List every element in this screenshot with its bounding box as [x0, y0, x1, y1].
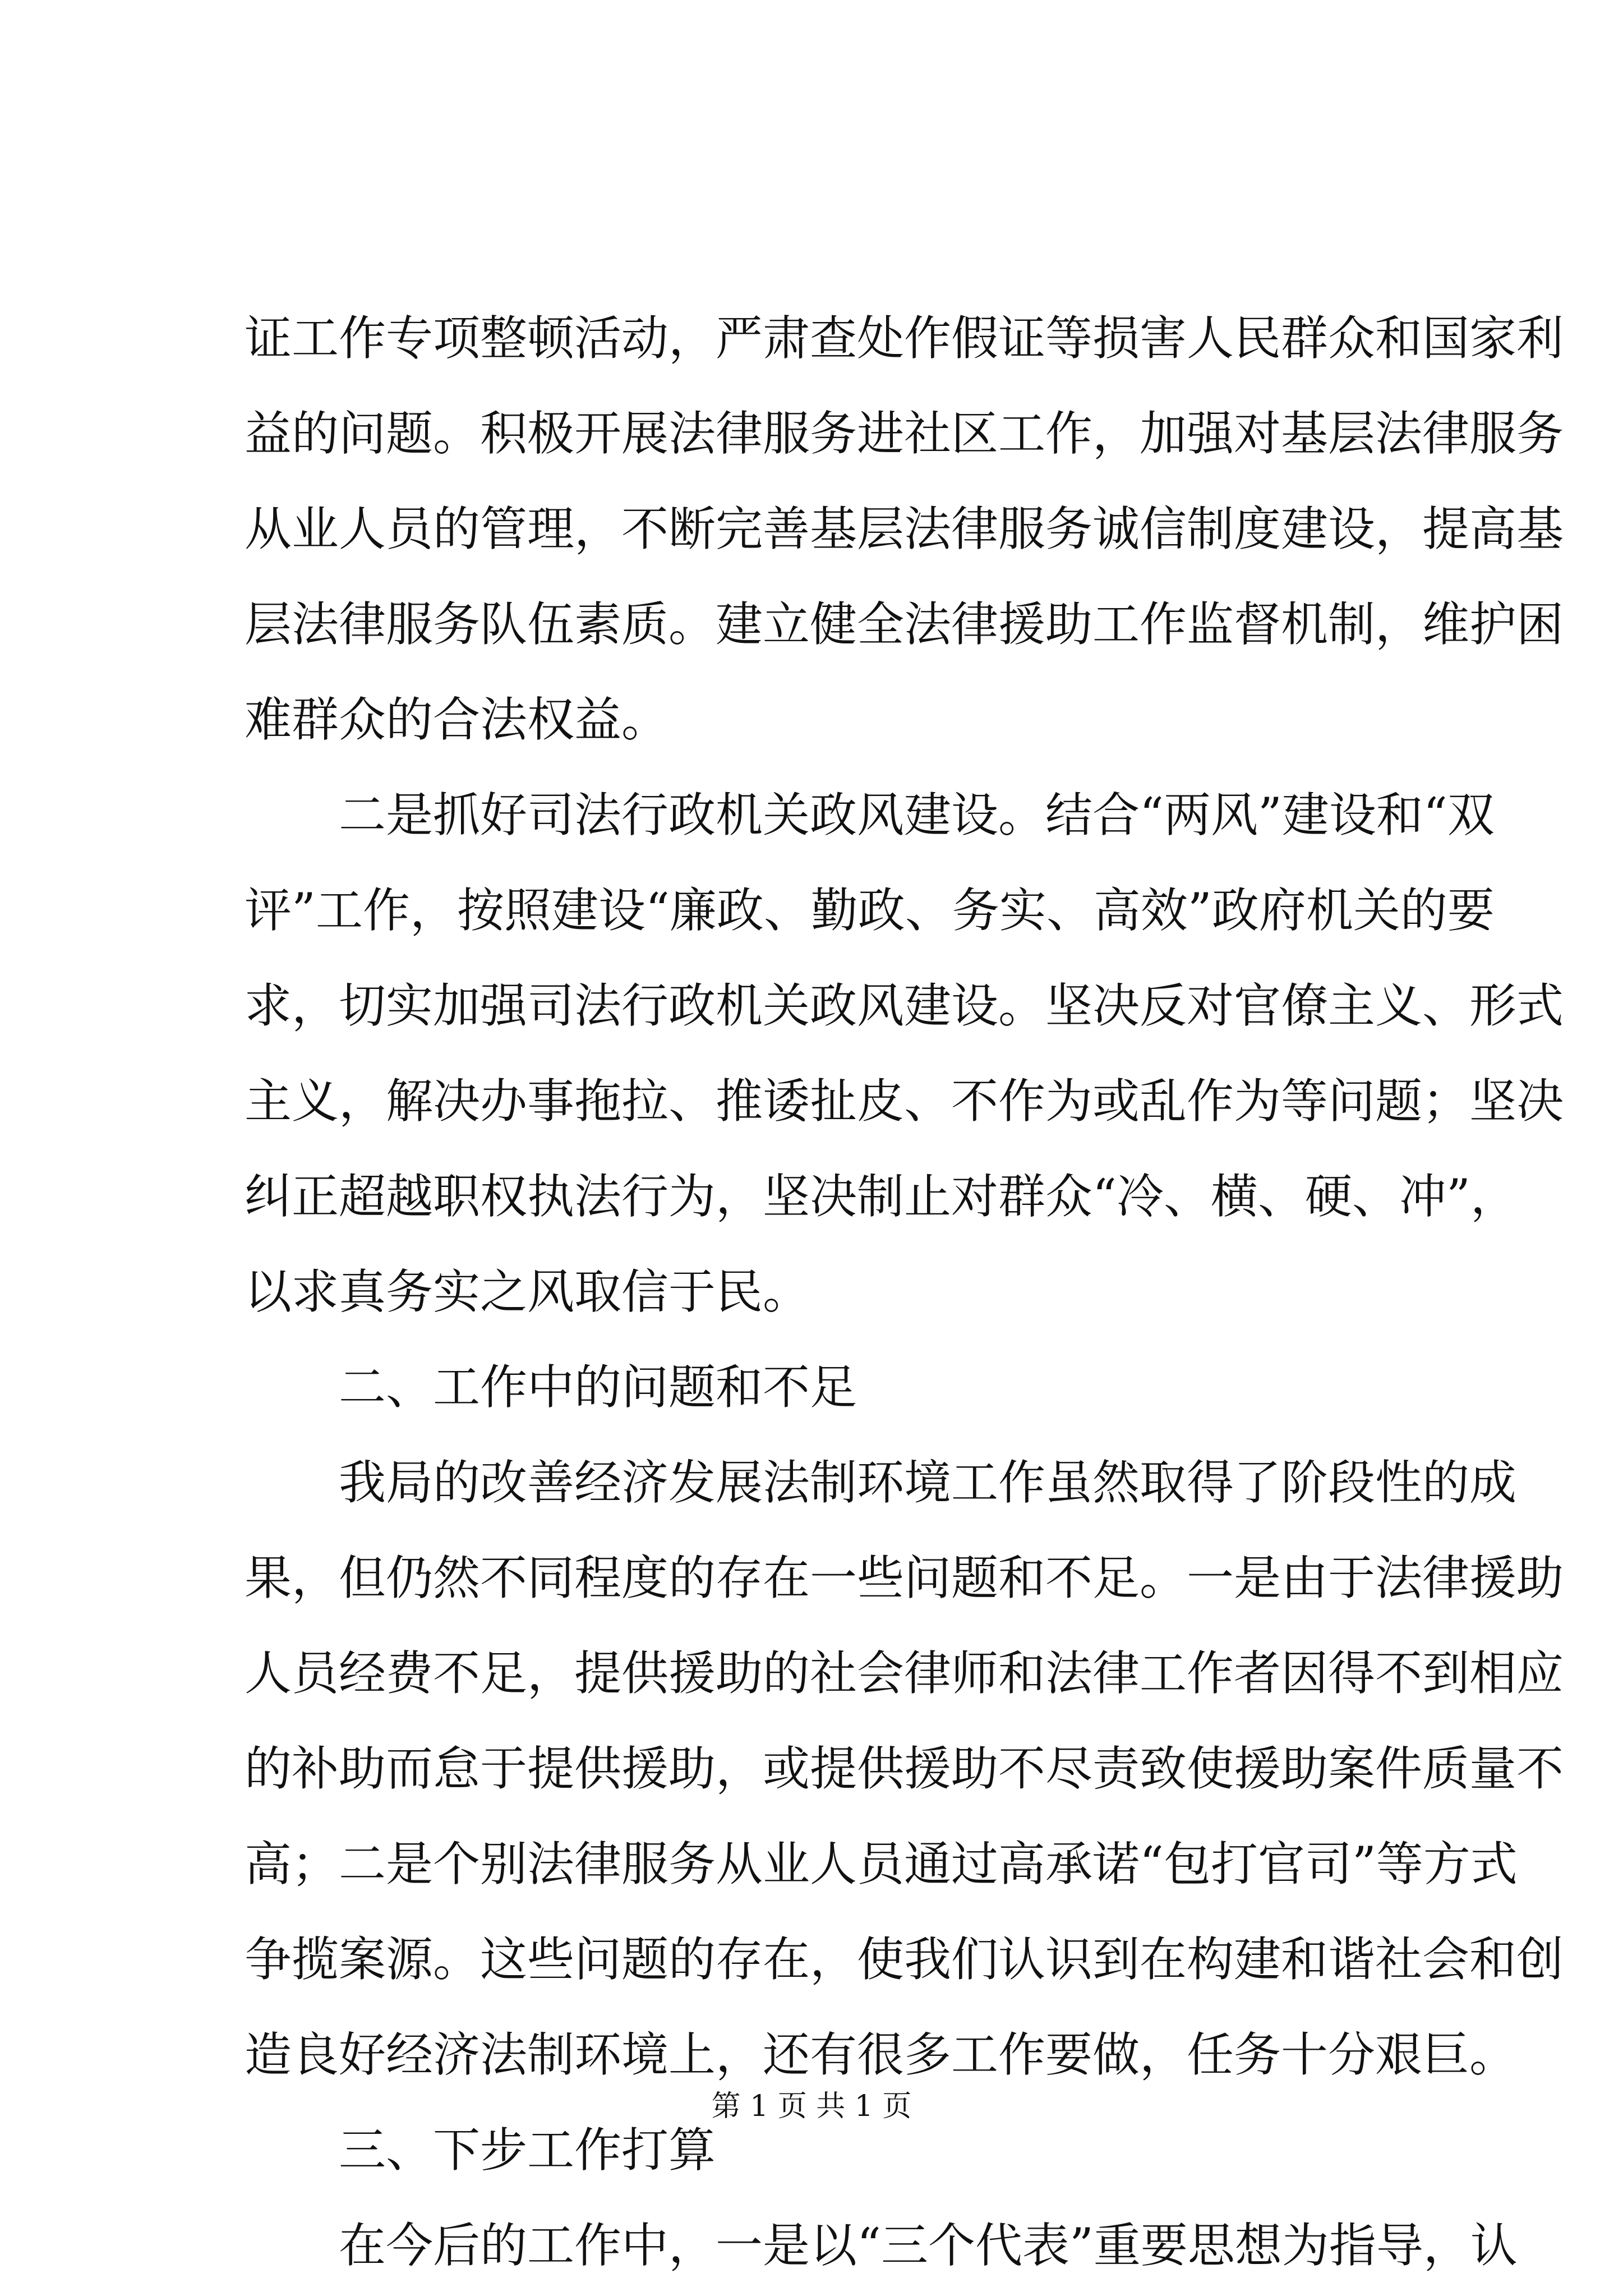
text-line: 证工作专项整顿活动，严肃查处作假证等损害人民群众和国家利 [245, 311, 1564, 366]
text-line: 难群众的合法权益。 [245, 692, 669, 747]
text-line: 从业人员的管理，不断完善基层法律服务诚信制度建设，提高基 [245, 501, 1564, 556]
text-line: 争揽案源。这些问题的存在，使我们认识到在构建和谐社会和创 [245, 1932, 1564, 1987]
text-line: 在今后的工作中，一是以“三个代表”重要思想为指导，认 [339, 2218, 1518, 2273]
text-line: 以求真务实之风取信于民。 [245, 1264, 810, 1319]
text-line: 人员经费不足，提供援助的社会律师和法律工作者因得不到相应 [245, 1646, 1564, 1701]
text-line: 求，切实加强司法行政机关政风建设。坚决反对官僚主义、形式 [245, 978, 1564, 1033]
text-line: 的补助而怠于提供援助，或提供援助不尽责致使援助案件质量不 [245, 1741, 1564, 1796]
document-body [245, 291, 1564, 2293]
section-heading: 二、工作中的问题和不足 [339, 1360, 857, 1415]
text-line: 我局的改善经济发展法制环境工作虽然取得了阶段性的成 [339, 1455, 1517, 1510]
text-line: 高；二是个别法律服务从业人员通过高承诺“包打官司”等方式 [245, 1837, 1518, 1892]
text-line: 造良好经济法制环境上，还有很多工作要做，任务十分艰巨。 [245, 2027, 1517, 2082]
text-line: 益的问题。积极开展法律服务进社区工作，加强对基层法律服务 [245, 406, 1564, 461]
text-line: 评”工作，按照建设“廉政、勤政、务实、高效”政府机关的要 [245, 883, 1495, 938]
section-heading: 三、下步工作打算 [339, 2123, 716, 2178]
text-line: 纠正超越职权执法行为，坚决制止对群众“冷、横、硬、冲”， [245, 1169, 1518, 1224]
text-line: 主义，解决办事拖拉、推诿扯皮、不作为或乱作为等问题；坚决 [245, 1074, 1564, 1129]
text-line: 果，但仍然不同程度的存在一些问题和不足。一是由于法律援助 [245, 1550, 1564, 1605]
text-line: 二是抓好司法行政机关政风建设。结合“两风”建设和“双 [339, 788, 1495, 843]
text-line: 层法律服务队伍素质。建立健全法律援助工作监督机制，维护困 [245, 597, 1564, 652]
page-number: 第 1 页 共 1 页 [711, 2090, 912, 2123]
page-footer [0, 2087, 1623, 2126]
